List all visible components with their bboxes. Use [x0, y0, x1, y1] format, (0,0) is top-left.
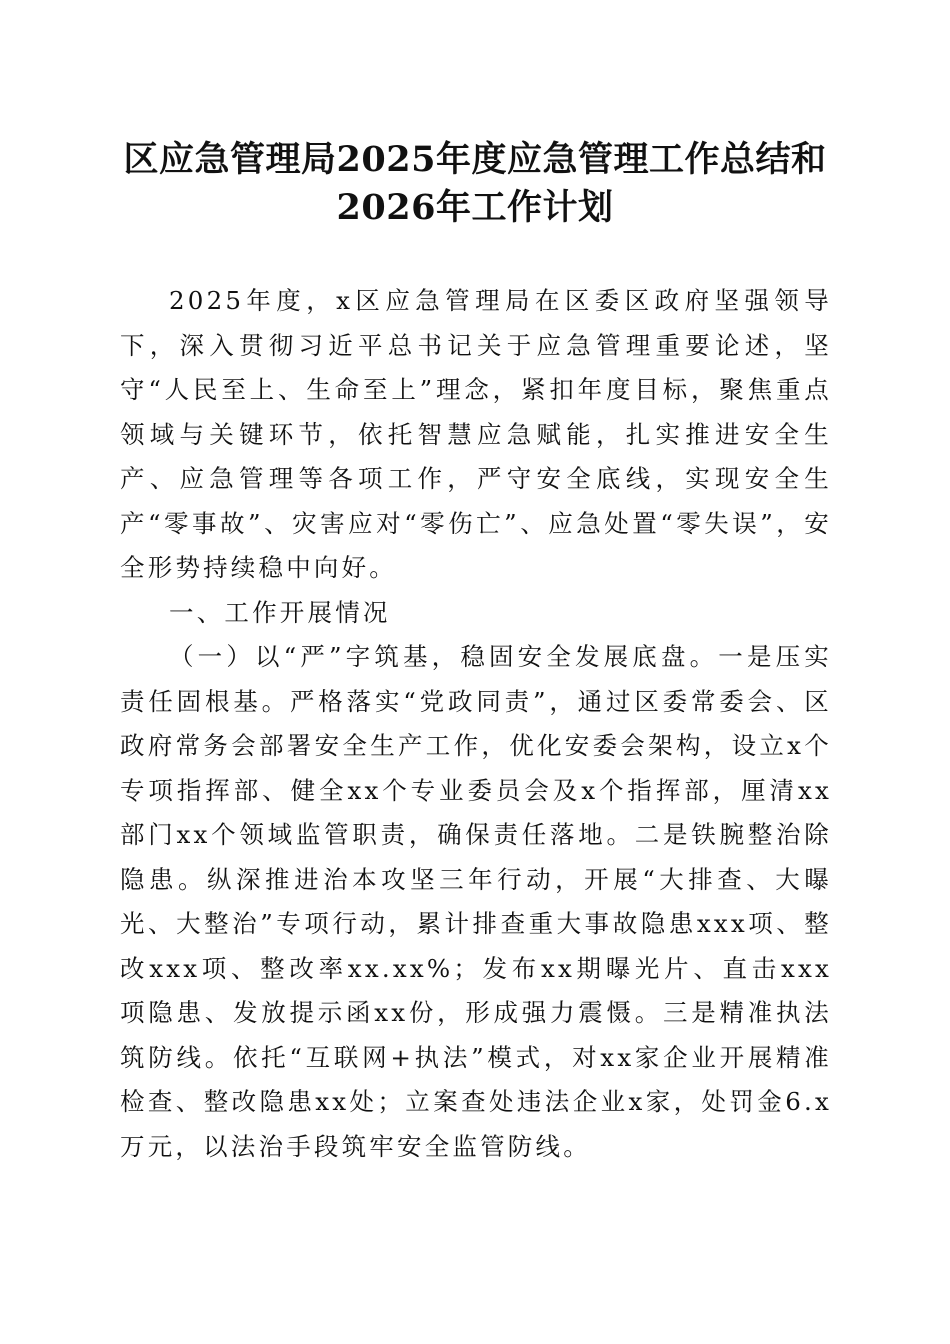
- section-1-sub-1-heading: （一）以“严”字筑基，稳固安全发展底盘。: [169, 642, 719, 671]
- title-line-2: 2026年工作计划: [336, 187, 614, 228]
- document-title: [110, 136, 840, 232]
- section-1-sub-1-body: 一是压实责任固根基。严格落实“党政同责”，通过区委常委会、区政府常务会部署安全生产工作，优化安委会架构，设立x个专项指挥部、健全xx个专业委员会及x个指挥部，厘清xx部门xx个领域监管职责，确保责任落地。二是铁腕整治除隐患。纵深推进治本攻坚三年行动，开展“大排查、大曝光、大整治”专项行动，累计排查重大事故隐患xxx项、整改xxx项、整改率xx.xx%；发布xx期曝光片、直击xxx项隐患、发放提示函xx份，形成强力震慑。三是精准执法筑防线。依托“互联网+执法”模式，对xx家企业开展精准检查、整改隐患xx处；立案查处违法企业x家，处罚金6.x万元，以法治手段筑牢安全监管防线。: [120, 642, 832, 1161]
- section-1-heading: 一、工作开展情况: [169, 597, 391, 627]
- intro-paragraph: 2025年度，x区应急管理局在区委区政府坚强领导下，深入贯彻习近平总书记关于应急管理重要论述，坚守“人民至上、生命至上”理念，紧扣年度目标，聚焦重点领域与关键环节，依托智慧应急赋能，扎实推进安全生产、应急管理等各项工作，严守安全底线，实现安全生产“零事故”、灾害应对“零伤亡”、应急处置“零失误”，安全形势持续稳中向好。: [120, 286, 832, 582]
- document-body: [120, 279, 832, 1169]
- title-line-1: 区应急管理局2025年度应急管理工作总结和: [123, 139, 827, 180]
- section-1-sub-1-paragraph: [120, 635, 832, 1169]
